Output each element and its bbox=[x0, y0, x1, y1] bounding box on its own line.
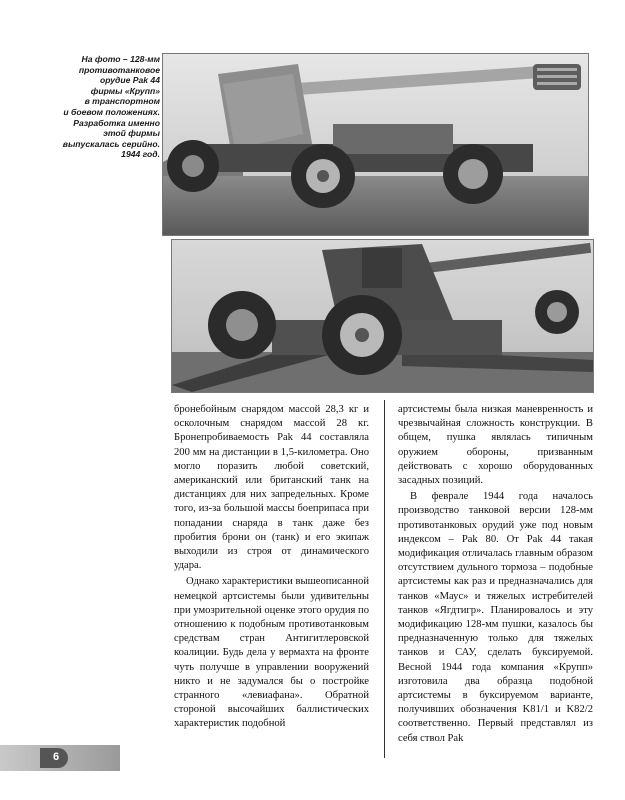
caption-line: фирмы «Крупп» bbox=[90, 85, 160, 96]
caption-line: и боевом положениях. bbox=[63, 106, 160, 117]
paragraph: артсистемы была низкая маневренность и чрезвычайная сложность конструкции. В общем, пушка являлась типичным оружием обороны, призванным действовать с хорошо оборудованных засадных позиций. bbox=[398, 404, 593, 487]
photo-pak44-transport bbox=[162, 53, 589, 236]
photo-pak44-combat bbox=[171, 239, 594, 393]
caption-line: этой фирмы bbox=[103, 128, 160, 139]
paragraph: бронебойным снарядом массой 28,3 кг и осколочным снарядом массой 28 кг. Бронепробиваемость Pak 44 составляла 200 мм на дистанции в 1,5-километра. Оно могло поразить любой советский, американский или британский танк на дистанциях для них запредельных. Кроме того, из-за большой массы боеприпаса при попадании снаряда в танк даже без пробития брони он (танк) и его экипаж выходили из строя от динамического удара. bbox=[174, 404, 369, 572]
gun-combat-illustration bbox=[172, 240, 593, 392]
caption-line: противотанковое bbox=[78, 64, 160, 75]
paragraph: Однако характеристики вышеописанной немецкой артсистемы были удивительны при умозрительной оценке этого орудия по отношению к подобным противотанковым средствам стран Антигитлеровской коалиции. Будь дела у вермахта на фронте чуть получше в управлении вооружений никто и не задумался бы о постройке странного «левиафана». Обратной стороной высочайших баллистических характеристик подобной bbox=[174, 576, 369, 730]
page-number: 6 bbox=[53, 751, 60, 763]
text-column-left bbox=[174, 403, 369, 732]
caption-line: выпускалась серийно. bbox=[62, 138, 160, 149]
caption-line: 1944 год. bbox=[121, 149, 160, 160]
caption-line: орудие Pak 44 bbox=[99, 75, 160, 86]
caption-line: в транспортном bbox=[84, 96, 160, 107]
column-divider bbox=[384, 400, 385, 758]
photo-caption bbox=[14, 54, 160, 160]
gun-transport-illustration bbox=[163, 54, 588, 235]
caption-line: На фото – 128-мм bbox=[81, 54, 160, 64]
text-column-right bbox=[398, 403, 593, 746]
paragraph: В феврале 1944 года началось производство танковой версии 128-мм противотанковых орудий уже под новым индексом – Pak 80. От Pak 44 такая модификация отличалась главным образом отсутствием дульного тормоза – подобные артсистемы как раз и предназначались для танков «Маус» и тяжелых истребителей танков «Ягдтигр». Планировалось и эту модификацию 128-мм пушки, казалось бы предназначенную только для тяжелых танков и САУ, сделать буксируемой. Весной 1944 года компания «Крупп» изготовила два образца подобной артсистемы в буксируемом варианте, получивших обозначения K81/1 и K82/2 соответственно. Первый представлял из себя ствол Pak bbox=[398, 491, 593, 744]
caption-line: Разработка именно bbox=[73, 117, 160, 128]
